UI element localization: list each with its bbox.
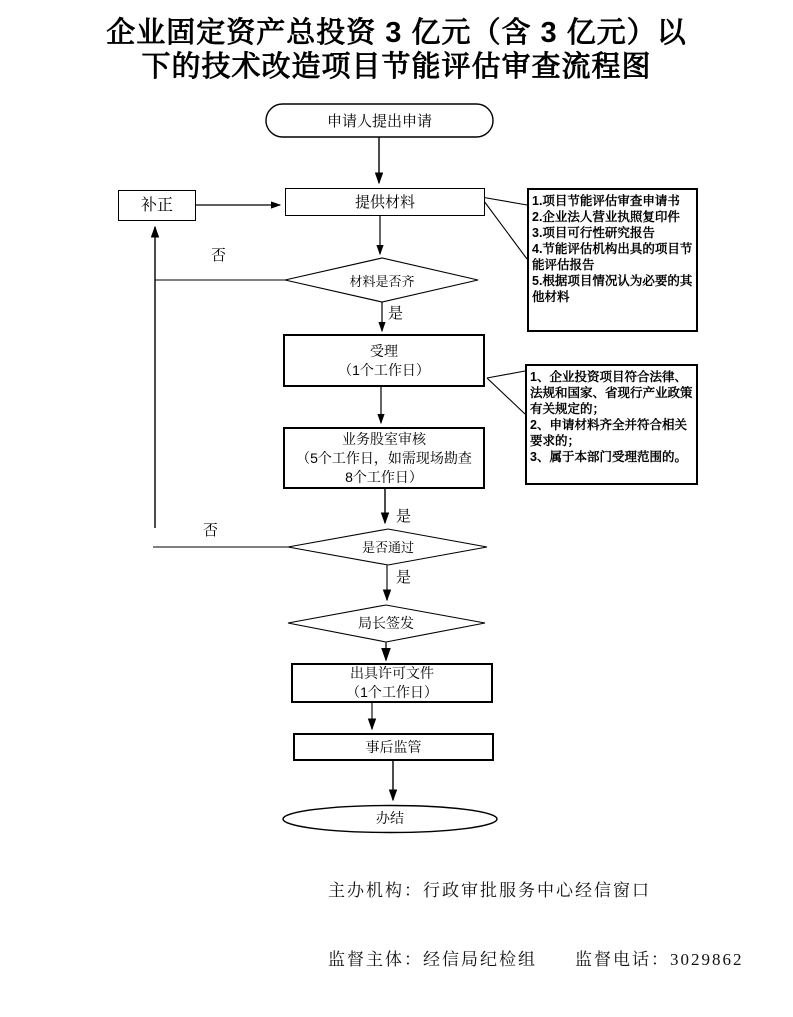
start-node-label: 申请人提出申请 xyxy=(326,113,432,130)
decision-pass-label: 是否通过 xyxy=(361,540,414,555)
materials-annotation-box xyxy=(527,188,698,332)
footer-info xyxy=(328,833,744,1017)
branch-yes-materials-label: 是 xyxy=(388,305,404,322)
conditions-annotation-item: 3、属于本部门受理范围的。 xyxy=(530,450,687,464)
page-title-line2: 下的技术改造项目节能评估审查流程图 xyxy=(141,51,652,83)
branch-yes-review-label: 是 xyxy=(396,508,412,525)
provide-materials-box xyxy=(285,188,485,216)
issue-permit-label-line1: 出具许可文件 xyxy=(350,665,434,681)
decision-materials-label: 材料是否齐 xyxy=(349,274,415,289)
materials-annotation-item: 2.企业法人营业执照复印件 xyxy=(532,210,680,224)
decision-director-label: 局长签发 xyxy=(358,615,414,631)
correction-label: 补正 xyxy=(140,197,173,214)
conditions-annotation-item: 1、企业投资项目符合法律、法规和国家、省现行产业政策有关规定的； xyxy=(530,370,693,416)
conditions-annotation-item: 2、申请材料齐全并符合相关要求的； xyxy=(530,418,687,448)
end-node-label: 办结 xyxy=(376,810,404,826)
post-supervision-box xyxy=(293,733,494,761)
accept-label-line2: （1个工作日） xyxy=(338,361,430,378)
review-box xyxy=(283,427,485,489)
review-label-line2: （5个工作日，如需现场勘查 xyxy=(296,449,472,466)
conditions-annotation-box xyxy=(525,364,698,485)
callout-conditions-line-bottom xyxy=(487,378,525,414)
correction-box xyxy=(118,190,196,221)
materials-annotation-item: 4.节能评估机构出具的项目节能评估报告 xyxy=(532,242,693,272)
page-title xyxy=(0,16,793,84)
provide-materials-label: 提供材料 xyxy=(354,193,415,211)
page-title-line1: 企业固定资产总投资 3 亿元（含 3 亿元）以 xyxy=(106,17,687,49)
accept-box xyxy=(283,334,485,387)
issue-permit-box xyxy=(291,663,493,703)
issue-permit-label-line2: （1个工作日） xyxy=(346,684,438,700)
callout-conditions-line-top xyxy=(487,371,525,378)
review-label-line3: 8个工作日） xyxy=(345,468,423,485)
accept-label-line1: 受理 xyxy=(370,342,398,359)
callout-materials-line-bottom xyxy=(481,197,527,259)
footer-organizer: 主办机构：行政审批服务中心经信窗口 xyxy=(328,881,651,900)
branch-yes-pass-label: 是 xyxy=(396,569,412,586)
materials-annotation-item: 5.根据项目情况认为必要的其他材料 xyxy=(532,274,693,304)
callout-materials-line-top xyxy=(481,197,527,205)
post-supervision-label: 事后监管 xyxy=(365,738,422,755)
branch-no-pass-label: 否 xyxy=(203,522,219,539)
materials-annotation-item: 1.项目节能评估审查申请书 xyxy=(532,194,680,208)
footer-supervisor: 监督主体：经信局纪检组 监督电话：3029862 xyxy=(328,950,744,969)
review-label-line1: 业务股室审核 xyxy=(342,430,426,447)
materials-annotation-item: 3.项目可行性研究报告 xyxy=(532,226,655,240)
branch-no-materials-label: 否 xyxy=(211,247,227,264)
